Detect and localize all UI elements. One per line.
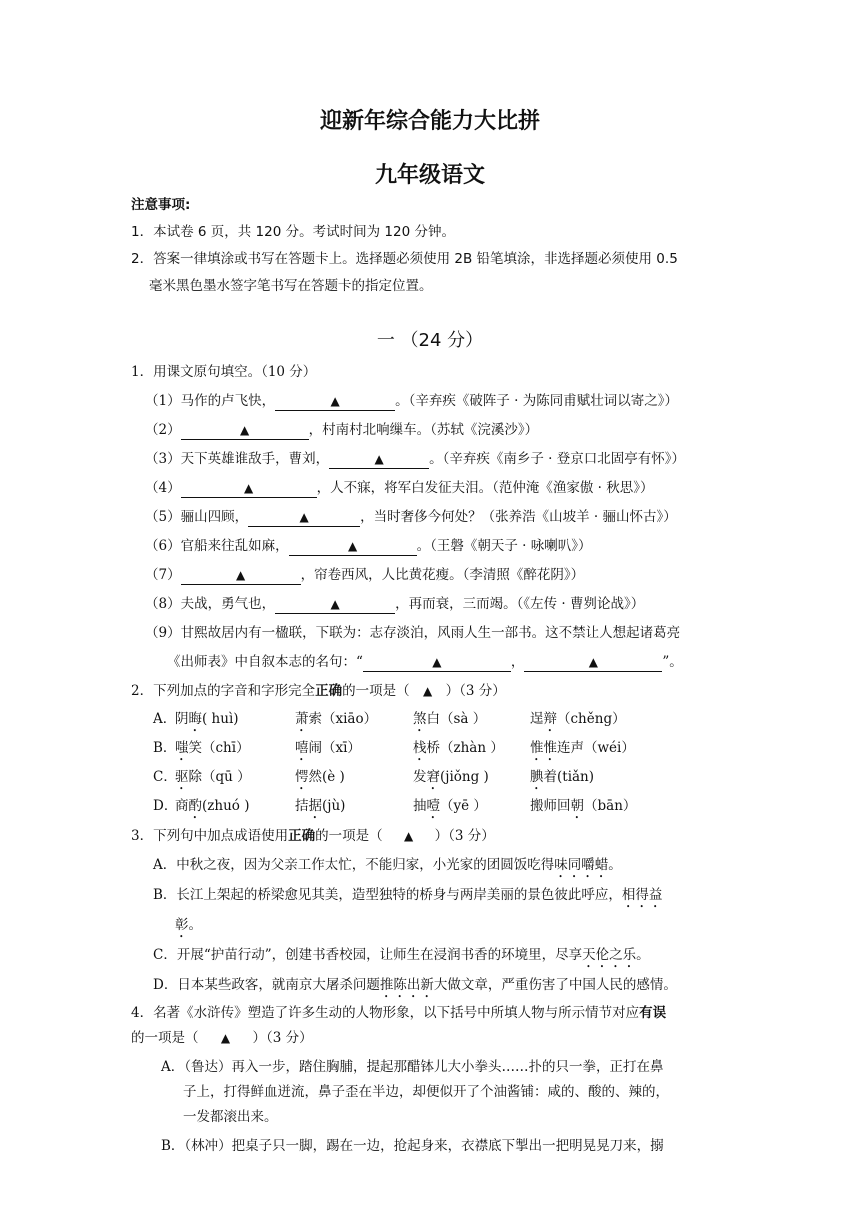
q4-option-b-1: B．（林冲）把桌子只一脚，踢在一边，抢起身来，衣襟底下掣出一把明晃晃刀来，搦 — [161, 1138, 664, 1154]
dotted-char: 驱 — [175, 769, 189, 785]
q1-item-7-pre: （7） — [145, 567, 181, 583]
q1-item-6-post: 。（王磐《朝天子 · 咏喇叭》） — [416, 538, 592, 554]
answer-blank[interactable] — [524, 653, 662, 672]
answer-blank[interactable] — [275, 392, 395, 411]
q4-stem-keyword: 有误 — [639, 1005, 667, 1021]
dotted-idiom: 相得益 — [621, 887, 663, 903]
blank-triangle-icon: ▲ — [330, 597, 340, 611]
blank-triangle-icon: ▲ — [422, 684, 433, 698]
q1-item-3 — [131, 445, 741, 474]
blank-triangle-icon: ▲ — [235, 568, 246, 582]
word-part: 逞 — [530, 711, 544, 727]
q1-item-3-pre: （3）天下英雄谁敌手，曹刘， — [145, 451, 330, 467]
word-part: 然(è ) — [308, 769, 345, 785]
blank-triangle-icon: ▲ — [239, 423, 250, 437]
word-item — [175, 764, 295, 793]
word-item — [530, 735, 635, 764]
q2-option-a — [131, 706, 741, 735]
q3-stem-text: 3．下列句中加点成语使用 — [131, 828, 289, 844]
word-item — [413, 793, 530, 822]
q3-stem-keyword: 正确 — [288, 828, 316, 844]
dotted-char: 朝 — [570, 798, 584, 814]
answer-blank[interactable] — [248, 508, 360, 527]
word-part: (jù) — [322, 798, 346, 814]
word-part: (zhuó ) — [202, 798, 250, 814]
answer-blank[interactable] — [289, 537, 417, 556]
word-part: 发 — [413, 769, 427, 785]
dotted-char: 晦 — [188, 711, 202, 727]
dotted-char: 腆 — [530, 769, 544, 785]
word-item — [295, 735, 413, 764]
answer-blank[interactable] — [383, 822, 435, 851]
q2-options — [131, 706, 741, 822]
option-label: A． — [153, 711, 177, 727]
exam-subtitle: 九年级语文 — [374, 163, 485, 188]
q1-item-4-pre: （4） — [145, 480, 181, 496]
word-item — [175, 793, 295, 822]
notice-block — [131, 192, 741, 300]
q2-option-b — [131, 735, 741, 764]
dotted-char: 嘻 — [295, 740, 309, 756]
word-part: 桥（zhàn ） — [426, 740, 504, 756]
q3-option-d — [131, 971, 741, 1001]
q4-stem-end: ）（3 分） — [252, 1030, 313, 1046]
word-part: 闹（xī） — [308, 740, 361, 756]
q1-item-8-post: ，再而衰，三而竭。（《左传 · 曹刿论战》） — [395, 596, 645, 612]
q1-item-2-pre: （2） — [145, 422, 181, 438]
q1-item-4 — [131, 474, 741, 503]
word-part: 阴 — [175, 711, 189, 727]
word-part: (jiǒng ) — [440, 769, 489, 785]
q4-stem-b — [131, 1026, 741, 1051]
word-item — [413, 735, 530, 764]
q3-stem-end: ）（3 分） — [434, 828, 495, 844]
dotted-char: 酌 — [188, 798, 202, 814]
notice-item-2b: 毫米黑色墨水签字笔书写在答题卡的指定位置。 — [149, 278, 433, 294]
q1-item-9b-pre: 《出师表》中自叙本志的名句：“ — [167, 654, 363, 670]
word-part: 除（qū ） — [188, 769, 251, 785]
q1-item-5-post: ，当时奢侈今何处？（张养浩《山坡羊 · 骊山怀古》） — [360, 509, 677, 525]
word-item — [413, 706, 530, 735]
word-part: 搬师回 — [530, 798, 571, 814]
word-item — [530, 764, 594, 793]
word-item — [295, 793, 413, 822]
blank-triangle-icon: ▲ — [347, 539, 358, 553]
dotted-char: 煞 — [413, 711, 427, 727]
q3-option-b-cont — [131, 911, 741, 941]
q3-option-b-end: 。 — [188, 917, 202, 933]
word-part: 商 — [175, 798, 189, 814]
answer-blank[interactable] — [329, 450, 429, 469]
q4-option-a-1: A．（鲁达）再入一步，踏住胸脯，提起那醋钵儿大小拳头……扑的只一拳，正打在鼻 — [161, 1059, 664, 1075]
q4-option-a-2: 子上，打得鲜血迸流，鼻子歪在半边，却便似开了个油酱铺：咸的、酸的、辣的， — [183, 1084, 669, 1100]
word-part: 笑（chī） — [188, 740, 250, 756]
q1-item-1 — [131, 387, 741, 416]
word-part: （yē ） — [440, 798, 487, 814]
q3-stem — [131, 822, 741, 851]
word-part: 拮 — [295, 798, 309, 814]
q1-stem: 1．用课文原句填空。（10 分） — [131, 364, 317, 380]
q2-option-d — [131, 793, 741, 822]
q2-stem-text: 2．下列加点的字音和字形完全 — [131, 683, 316, 699]
word-part: 着(tiǎn) — [543, 769, 595, 785]
dotted-idiom: 彰 — [175, 917, 189, 933]
dotted-char: 惟惟 — [530, 740, 557, 756]
q3-option-d-text: D．日本某些政客，就南京大屠杀问题 — [153, 977, 380, 993]
q3-option-c-end: 。 — [636, 947, 650, 963]
notice-item-2a: 2．答案一律填涂或书写在答题卡上。选择题必须使用 2B 铅笔填涂，非选择题必须使用 0.5 — [131, 251, 678, 267]
q1-item-1-pre: （1）马作的卢飞快， — [145, 393, 276, 409]
q1-item-4-post: ，人不寐，将军白发征夫泪。（范仲淹《渔家傲 · 秋思》） — [316, 480, 654, 496]
word-part: 连声（wéi） — [557, 740, 635, 756]
dotted-idiom: 天伦之乐 — [582, 947, 637, 963]
q1-item-7 — [131, 561, 741, 590]
q1-item-2-post: ，村南村北响缫车。（苏轼《浣溪沙》） — [308, 422, 539, 438]
q1-item-7-post: ，帘卷西风，人比黄花瘦。（李清照《醉花阴》） — [300, 567, 585, 583]
notice-item-1: 1．本试卷 6 页，共 120 分。考试时间为 120 分钟。 — [131, 224, 455, 240]
q3-option-a — [131, 851, 741, 881]
q1-item-6-pre: （6）官船来往乱如麻， — [145, 538, 289, 554]
blank-triangle-icon: ▲ — [220, 1031, 231, 1045]
word-part: ( huì) — [202, 711, 239, 727]
q2-stem-post: 的一项是（ — [342, 683, 410, 699]
word-item — [295, 764, 413, 793]
answer-blank[interactable] — [181, 479, 317, 498]
q1-item-5-pre: （5）骊山四顾， — [145, 509, 249, 525]
exam-title: 迎新年综合能力大比拼 — [319, 109, 540, 134]
q4-stem-text: 4．名著《水浒传》塑造了许多生动的人物形象，以下括号中所填人物与所示情节对应 — [131, 1005, 640, 1021]
dotted-char: 愕 — [295, 769, 309, 785]
word-part: 索（xiāo） — [308, 711, 378, 727]
q3-option-c-text: C．开展“护苗行动”，创建书香校园，让师生在浸润书香的环境里，尽享 — [153, 947, 583, 963]
q1-item-2 — [131, 416, 741, 445]
word-item — [413, 764, 530, 793]
notice-heading: 注意事项: — [131, 197, 191, 213]
q1-item-9b — [131, 648, 741, 677]
q3-option-a-end: 。 — [608, 857, 622, 873]
blank-triangle-icon: ▲ — [330, 394, 340, 408]
q1-item-3-post: 。（辛弃疾《南乡子 · 登京口北固亭有怀》） — [429, 451, 685, 467]
blank-triangle-icon: ▲ — [374, 452, 384, 466]
q1-item-1-post: 。（辛弃疾《破阵子 · 为陈同甫赋壮词以寄之》） — [395, 393, 678, 409]
dotted-char: 栈 — [413, 740, 427, 756]
q3-option-d-end: 大做文章，严重伤害了中国人民的感情。 — [433, 977, 677, 993]
q1-item-9b-post: ”。 — [662, 654, 683, 670]
q3-option-b-text: B．长江上架起的桥梁愈见其美，造型独特的桥身与两岸美丽的景色彼此呼应， — [153, 887, 622, 903]
answer-blank[interactable] — [199, 1026, 253, 1051]
word-item — [530, 793, 636, 822]
answer-blank[interactable] — [181, 566, 301, 585]
q1-item-8 — [131, 590, 741, 619]
blank-triangle-icon: ▲ — [299, 510, 309, 524]
q4-stem-a — [131, 1001, 741, 1026]
blank-triangle-icon: ▲ — [403, 829, 414, 843]
q4-option-a-3: 一发都滚出来。 — [183, 1109, 278, 1125]
q1-item-9a: （9）甘熙故居内有一楹联，下联为：志存淡泊，风雨人生一部书。这不禁让人想起诸葛亮 — [145, 625, 681, 641]
option-label: D． — [153, 798, 178, 814]
q3-stem-post: 的一项是（ — [315, 828, 383, 844]
q1-item-5 — [131, 503, 741, 532]
q1-item-8-pre: （8）夫战，勇气也， — [145, 596, 276, 612]
option-label: C． — [153, 769, 177, 785]
dotted-char: 窘 — [426, 769, 440, 785]
q2-option-c — [131, 764, 741, 793]
word-part: 抽 — [413, 798, 427, 814]
dotted-char: 噎 — [426, 798, 440, 814]
blank-triangle-icon: ▲ — [243, 481, 254, 495]
word-item — [175, 735, 295, 764]
option-label: B． — [153, 740, 177, 756]
q2-stem-keyword: 正确 — [315, 683, 343, 699]
dotted-char: 辩 — [543, 711, 557, 727]
dotted-idiom: 推陈出新 — [379, 977, 434, 993]
word-item — [175, 706, 295, 735]
q2-stem — [131, 677, 741, 706]
dotted-idiom: 味同嚼蜡 — [554, 857, 609, 873]
word-part: （chěng） — [557, 711, 626, 727]
dotted-char: 萧 — [295, 711, 309, 727]
q3-option-c — [131, 941, 741, 971]
answer-blank[interactable] — [275, 595, 395, 614]
answer-blank[interactable] — [410, 677, 446, 706]
word-item — [530, 706, 626, 735]
dotted-char: 据 — [308, 798, 322, 814]
dotted-char: 嗤 — [175, 740, 189, 756]
q1-item-6 — [131, 532, 741, 561]
blank-triangle-icon: ▲ — [432, 655, 442, 669]
questions — [131, 358, 741, 1159]
answer-blank[interactable] — [363, 653, 511, 672]
q3-option-a-text: A．中秋之夜，因为父亲工作太忙，不能归家，小光家的团圆饭吃得 — [153, 857, 555, 873]
word-part: （bān） — [584, 798, 637, 814]
q4-stem-b-text: 的一项是（ — [131, 1030, 199, 1046]
answer-blank[interactable] — [181, 421, 309, 440]
q1-item-9b-mid: ， — [510, 654, 525, 670]
q3-option-b — [131, 881, 741, 911]
blank-triangle-icon: ▲ — [588, 655, 599, 669]
word-part: 白（sà ） — [426, 711, 487, 727]
word-item — [295, 706, 413, 735]
section-heading: 一 （24 分） — [376, 330, 484, 351]
q2-stem-end: ）（3 分） — [445, 683, 506, 699]
